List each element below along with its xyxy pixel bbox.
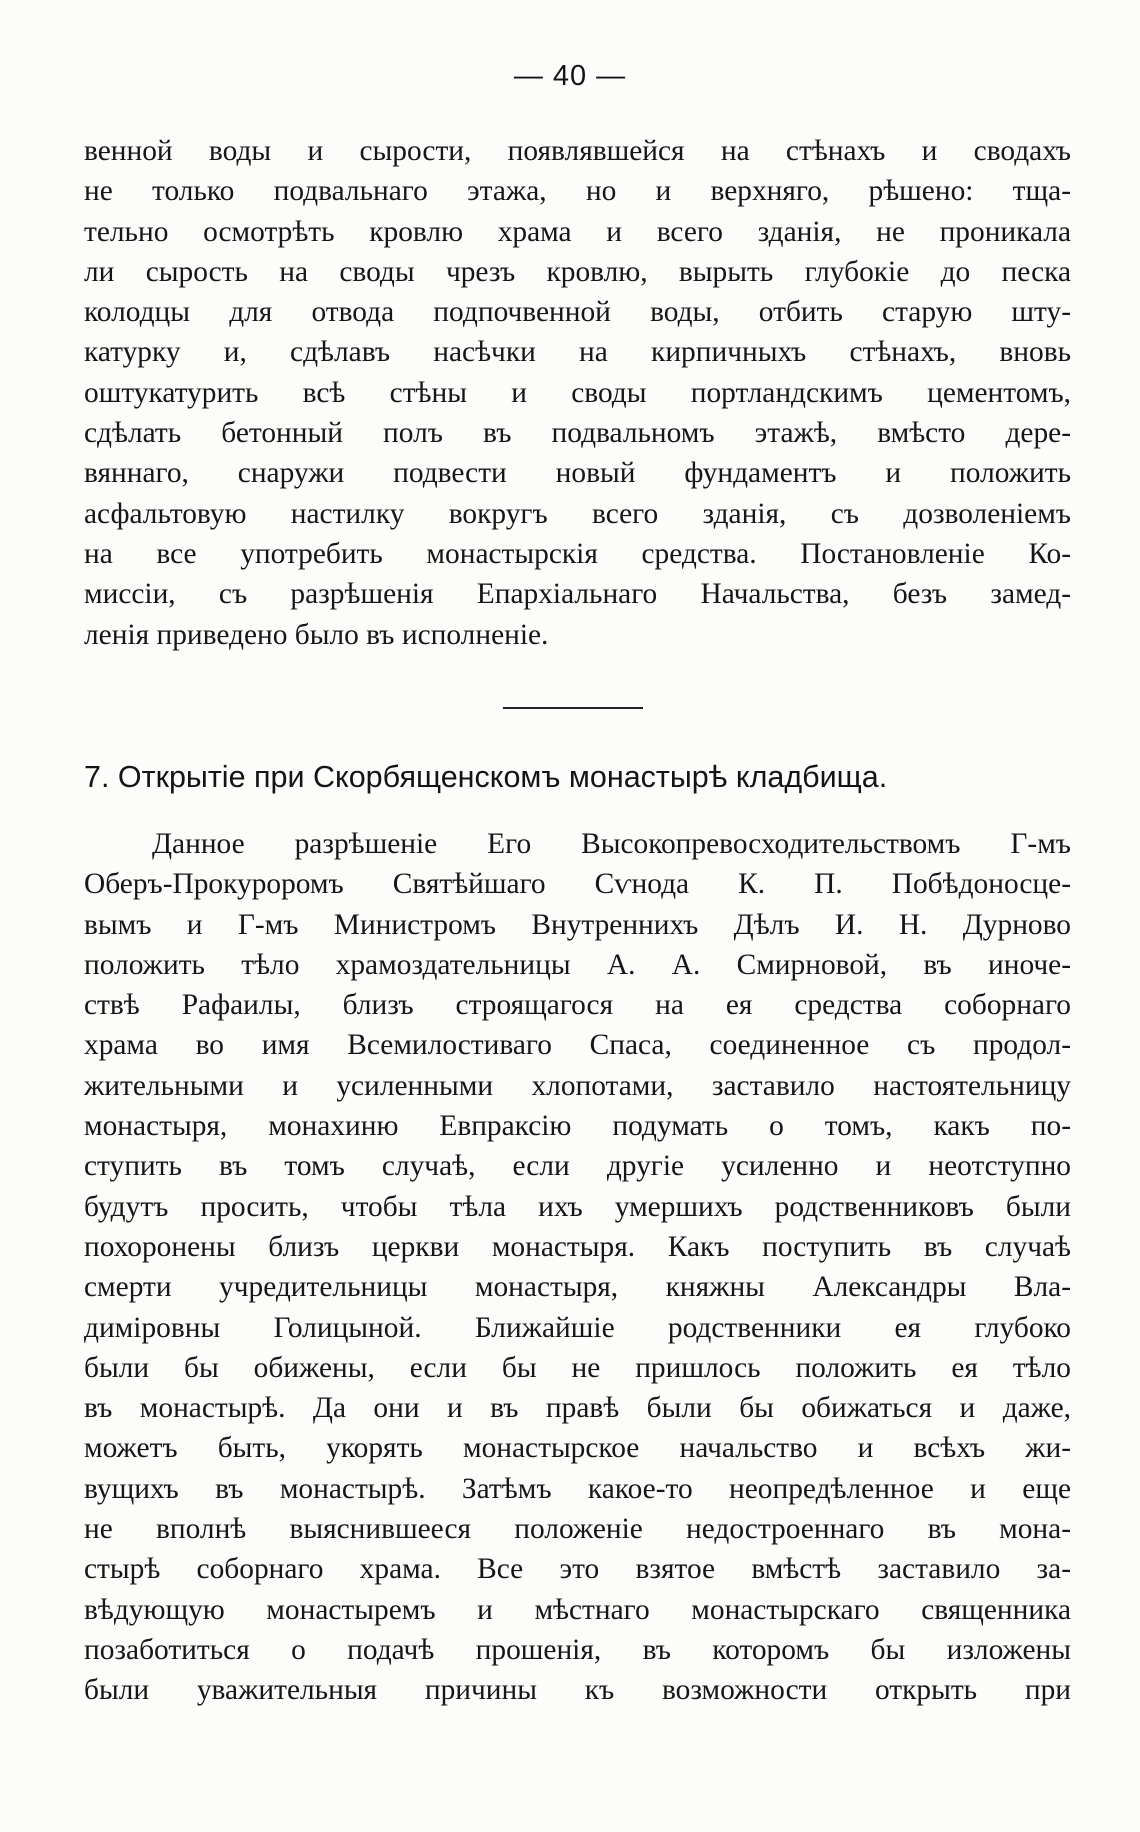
text-line: были бы обижены, если бы не пришлось положить ея тѣло [84,1351,1071,1384]
text-line: оштукатурить всѣ стѣны и своды портландскимъ цементомъ, [84,376,1071,409]
text-line: ступить въ томъ случаѣ, если другіе усиленно и неотступно [84,1150,1071,1183]
text-line: въ монастырѣ. Да они и въ правѣ были бы обижаться и даже, [84,1392,1071,1425]
text-line: асфальтовую настилку вокругъ всего зданія, съ дозволеніемъ [84,497,1071,530]
text-line: будутъ просить, чтобы тѣла ихъ умершихъ родственниковъ были [84,1190,1071,1223]
text-line: ствѣ Рафаилы, близъ строящагося на ея средства соборнаго [84,989,1071,1022]
page-number: — 40 — [513,60,627,92]
section-paragraph [84,824,1071,1711]
text-line: стырѣ соборнаго храма. Все это взятое вмѣстѣ заставило за- [84,1553,1071,1586]
text-line: храма во имя Всемилостиваго Спаса, соединенное съ продол- [84,1029,1071,1062]
text-line: тельно осмотрѣть кровлю храма и всего зданія, не проникала [84,215,1071,248]
text-line: диміровны Голицыной. Ближайшіе родственники ея глубоко [84,1311,1071,1344]
text-line: Оберъ-Прокуроромъ Святѣйшаго Сѵнода К. П. Побѣдоносце- [84,868,1071,901]
text-line-indented: Данное разрѣшеніе Его Высокопревосходительствомъ Г-мъ [152,828,1071,860]
text-line: катурку и, сдѣлавъ насѣчки на кирпичныхъ стѣнахъ, вновь [84,336,1071,369]
text-line: ленія приведено было въ исполненіе. [84,618,549,651]
text-line: ли сырость на своды чрезъ кровлю, вырыть глубокіе до песка [84,255,1071,288]
section-heading: 7. Открытіе при Скорбященскомъ монастырѣ кладбища. [84,760,888,794]
text-line: не вполнѣ выяснившееся положеніе недостроеннаго въ мона- [84,1513,1071,1546]
text-line: колодцы для отвода подпочвенной воды, отбить старую шту- [84,296,1071,329]
text-line: смерти учредительницы монастыря, княжны Александры Вла- [84,1271,1071,1304]
section-divider [503,707,643,709]
text-line: вущихъ въ монастырѣ. Затѣмъ какое-то неопредѣленное и еще [84,1472,1071,1505]
text-line: миссіи, съ разрѣшенія Епархіальнаго Начальства, безъ замед- [84,578,1071,611]
text-line: сдѣлать бетонный полъ въ подвальномъ этажѣ, вмѣсто дере- [84,417,1071,450]
text-line: венной воды и сырости, появлявшейся на стѣнахъ и сводахъ [84,135,1071,167]
text-line: не только подвальнаго этажа, но и верхняго, рѣшено: тща- [84,175,1071,208]
text-line: на все употребить монастырскія средства. Постановленіе Ко- [84,537,1071,570]
text-line: вяннаго, снаружи подвести новый фундаментъ и положить [84,457,1071,490]
text-line: жительными и усиленными хлопотами, заставило настоятельницу [84,1069,1071,1102]
text-line: монастыря, монахиню Евпраксію подумать о томъ, какъ по- [84,1110,1071,1143]
text-line: вѣдующую монастыремъ и мѣстнаго монастырскаго священника [84,1593,1071,1626]
text-line: можетъ быть, укорять монастырское начальство и всѣхъ жи- [84,1432,1071,1465]
text-line: вымъ и Г-мъ Министромъ Внутреннихъ Дѣлъ И. Н. Дурново [84,908,1071,941]
top-paragraph [84,131,1071,655]
text-line: положить тѣло храмоздательницы А. А. Смирновой, въ иноче- [84,948,1071,981]
text-line: позаботиться о подачѣ прошенія, въ которомъ бы изложены [84,1633,1071,1666]
text-line: были уважительныя причины къ возможности открыть при [84,1674,1071,1707]
text-line: похоронены близъ церкви монастыря. Какъ поступить въ случаѣ [84,1230,1071,1263]
